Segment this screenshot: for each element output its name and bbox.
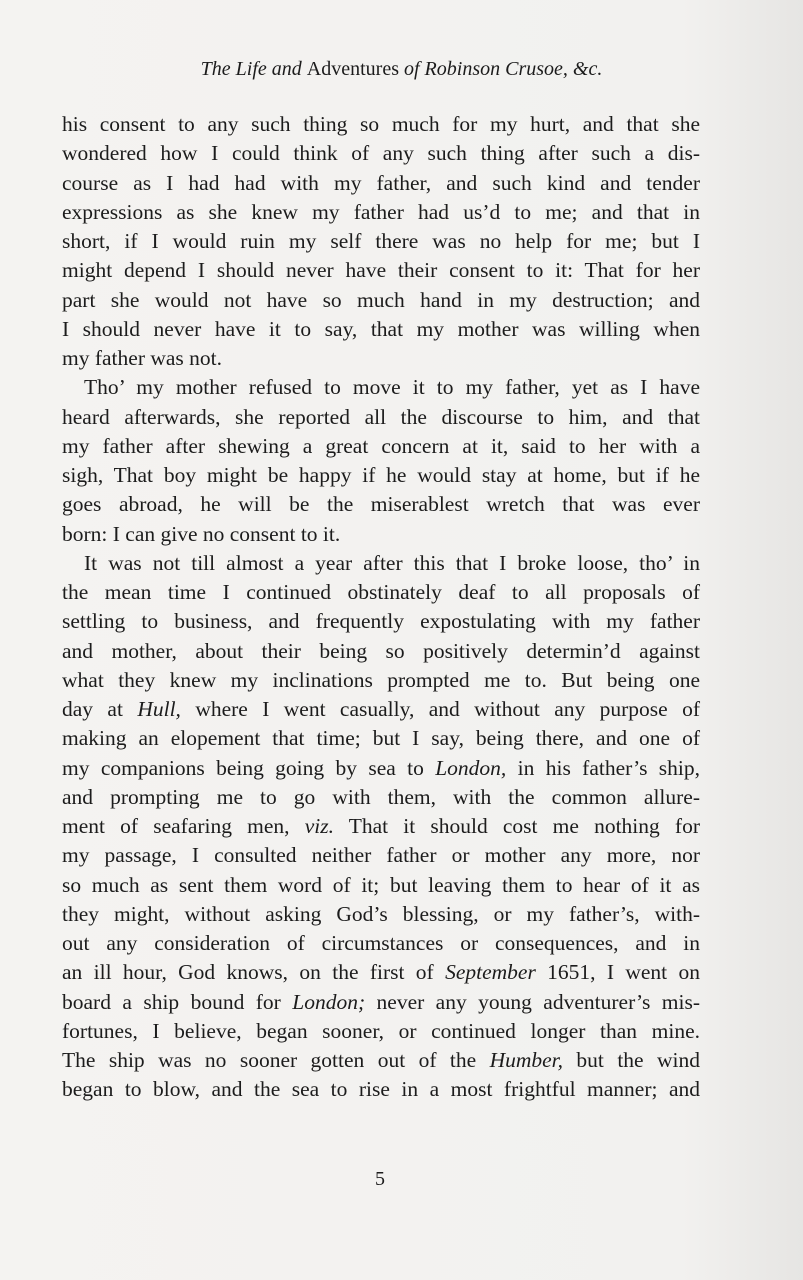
header-segment: Robinson Crusoe, &c. (424, 58, 603, 80)
text-segment: fortunes, I believe, began sooner, or continued longer than mine. (62, 1018, 700, 1043)
text-segment: day at (62, 697, 138, 721)
text-line (62, 1046, 700, 1075)
text-segment: my father was not. (62, 346, 223, 370)
text-line (62, 432, 700, 461)
page-number: 5 (375, 1168, 385, 1190)
text-segment: born: I can give no consent to it. (62, 521, 341, 546)
text-segment: It was not till almost a year after this that I broke loose, tho’ in (84, 550, 700, 575)
italic-text: September (445, 960, 536, 985)
text-segment: settling to business, and frequently expostulating with my father (62, 609, 700, 634)
text-segment: course as I had had with my father, and such kind and tender (62, 170, 700, 195)
text-segment: what they knew my inclinations prompted me to. But being one (62, 667, 700, 692)
text-segment: never any young adventurer’s mis- (365, 989, 700, 1014)
text-line (62, 578, 700, 607)
italic-text: viz. (304, 814, 334, 838)
header-segment: Adventures (306, 58, 404, 80)
text-segment: 1651, I went on (535, 960, 701, 985)
text-segment: but the wind (563, 1048, 700, 1072)
text-line (62, 520, 700, 549)
text-segment: part she would not have so much hand in my destruction; and (62, 287, 700, 312)
text-line (62, 110, 700, 139)
text-line (62, 490, 700, 519)
text-segment: expressions as she knew my father had us’d to me; and that in (62, 199, 700, 224)
text-segment: sigh, That boy might be happy if he would stay at home, but if he (62, 463, 700, 487)
italic-text: London; (292, 989, 366, 1014)
text-segment: his consent to any such thing so much for my hurt, and that she (62, 112, 700, 136)
text-segment: my passage, I consulted neither father or mother any more, nor (62, 843, 700, 868)
text-segment: That it should cost me nothing for (333, 814, 701, 838)
text-line (62, 754, 700, 783)
text-segment: and prompting me to go with them, with the common allure- (62, 784, 700, 809)
text-line (62, 256, 700, 285)
text-segment: I should never have it to say, that my mother was willing when (62, 316, 700, 341)
text-segment: and mother, about their being so positively determin’d against (62, 638, 700, 663)
text-line (62, 871, 700, 900)
header-segment: The Life and (200, 58, 307, 80)
text-segment: out any consideration of circumstances or consequences, and in (62, 931, 700, 955)
text-line (62, 403, 700, 432)
text-segment: making an elopement that time; but I say, being there, and one of (62, 726, 700, 751)
text-line (62, 1017, 700, 1046)
text-segment: The ship was no sooner gotten out of the (62, 1048, 490, 1072)
text-line (62, 812, 700, 841)
text-line (62, 373, 700, 402)
running-header (0, 58, 803, 81)
text-segment: short, if I would ruin my self there was no help for me; but I (62, 229, 700, 253)
text-line (62, 1075, 700, 1104)
text-line (62, 988, 700, 1017)
text-line (62, 724, 700, 753)
text-segment: where I went casually, and without any purpose of (180, 697, 701, 721)
text-line (62, 607, 700, 636)
text-segment: my companions being going by sea to (62, 755, 436, 780)
text-line (62, 286, 700, 315)
text-segment: wondered how I could think of any such thing after such a dis- (62, 141, 700, 166)
text-segment: heard afterwards, she reported all the discourse to him, and that (62, 404, 700, 429)
text-segment: goes abroad, he will be the miserablest wretch that was ever (62, 492, 700, 517)
text-segment: Tho’ my mother refused to move it to my father, yet as I have (84, 375, 700, 400)
text-line (62, 958, 700, 987)
text-segment: so much as sent them word of it; but leaving them to hear of it as (62, 872, 700, 897)
header-segment: of (403, 58, 425, 80)
text-segment: board a ship bound for (62, 989, 293, 1014)
text-segment: began to blow, and the sea to rise in a most frightful manner; and (62, 1077, 700, 1102)
body-text (62, 110, 700, 1105)
text-segment: in his father’s ship, (506, 755, 700, 780)
text-line (62, 139, 700, 168)
text-line (62, 900, 700, 929)
text-segment: the mean time I continued obstinately deaf to all proposals of (62, 580, 700, 604)
text-line (62, 461, 700, 490)
text-line (62, 169, 700, 198)
text-line (62, 315, 700, 344)
text-line (62, 549, 700, 578)
italic-text: Hull, (137, 697, 181, 721)
text-line (62, 666, 700, 695)
text-line (62, 198, 700, 227)
text-line (62, 637, 700, 666)
italic-text: Humber, (489, 1048, 564, 1072)
text-segment: ment of seafaring men, (62, 814, 305, 838)
italic-text: London, (435, 755, 507, 780)
text-line (62, 695, 700, 724)
text-segment: an ill hour, God knows, on the first of (62, 960, 446, 985)
text-line (62, 783, 700, 812)
text-line (62, 841, 700, 870)
text-line (62, 227, 700, 256)
text-segment: my father after shewing a great concern at it, said to her with a (62, 433, 700, 458)
text-line (62, 344, 700, 373)
text-line (62, 929, 700, 958)
text-segment: they might, without asking God’s blessing, or my father’s, with- (62, 901, 700, 926)
text-segment: might depend I should never have their consent to it: That for her (62, 258, 700, 283)
